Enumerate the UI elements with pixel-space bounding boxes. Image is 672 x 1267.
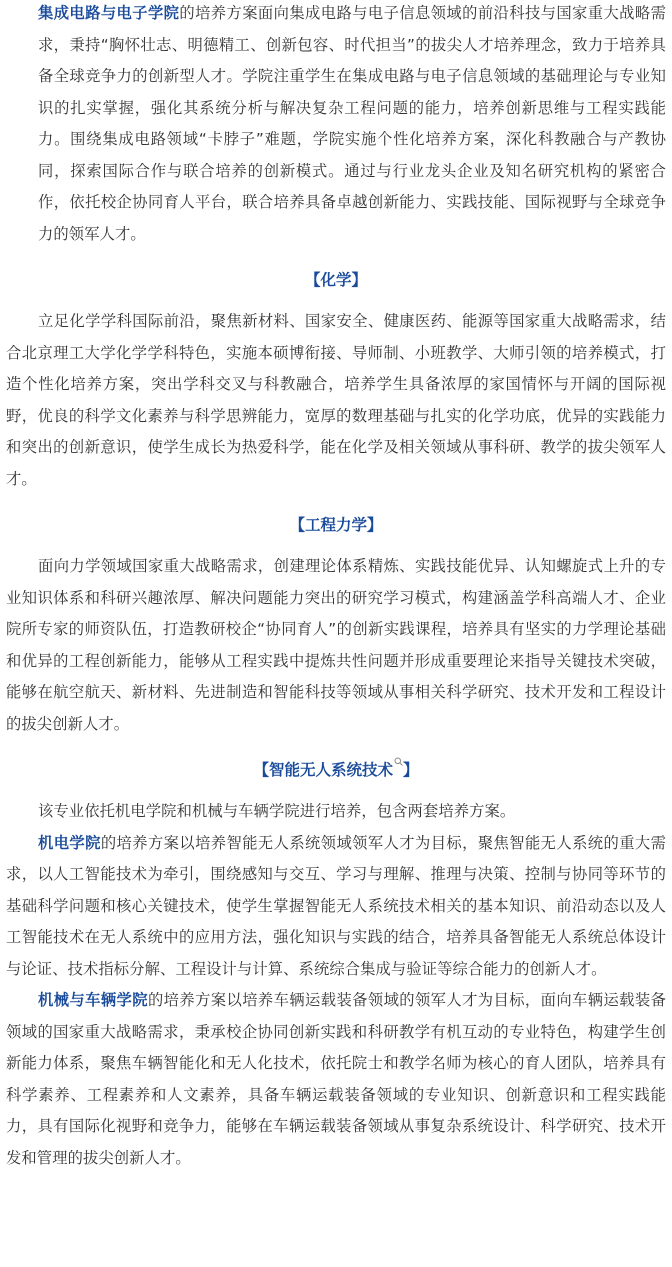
vehicle-college-name: 机械与车辆学院: [38, 991, 148, 1009]
section-heading-mechanics: 【工程力学】: [289, 516, 383, 534]
intro-text: 的培养方案面向集成电路与电子信息领域的前沿科技与国家重大战略需求，秉持“胸怀壮志、明德精工、创新包容、时代担当”的拔尖人才培养理念，致力于培养具备全球竞争力的创新型人才。学院注重学生在集成电路与电子信息领域的基础理论与专业知识的扎实掌握，强化其系统分析与解决复杂工程问题的能力，培养创新思维与工程实践能力。围绕集成电路领域“卡脖子”难题，学院实施个性化培养方案，深化科教融合与产教协同，探索国际合作与联合培养的创新模式。通过与行业龙头企业及知名研究机构的紧密合作，依托校企协同育人平台，联合培养具备卓越创新能力、实践技能、国际视野与全球竞争力的领军人才。: [38, 4, 666, 243]
section-heading-unmanned: [0, 754, 672, 787]
college-name: 集成电路与电子学院: [38, 4, 180, 22]
heading-close: 】: [403, 761, 419, 779]
search-icon[interactable]: [394, 745, 403, 754]
mechanics-paragraph: 面向力学领域国家重大战略需求，创建理论体系精炼、实践技能优异、认知螺旋式上升的专业知识体系和科研兴趣浓厚、解决问题能力突出的研究学习模式，构建涵盖学科高端人才、企业院所专家的师资队伍，打造教研校企“协同育人”的创新实践课程，培养具有坚实的力学理论基础和优异的工程创新能力，能够从工程实践中提炼共性问题并形成重要理论来指导关键技术突破，能够在航空航天、新材料、先进制造和智能科技等领域从事相关科学研究、技术开发和工程设计的拔尖创新人才。: [6, 557, 666, 733]
vehicle-text: 的培养方案以培养车辆运载装备领域的领军人才为目标，面向车辆运载装备领域的国家重大战略需求，秉承校企协同创新实践和科研教学有机互动的专业特色，构建学生创新能力体系，聚焦车辆智能化和无人化技术，依托院士和教学名师为核心的育人团队，培养具有科学素养、工程素养和人文素养，具备车辆运载装备领域的专业知识、创新意识和工程实践能力，具有国际化视野和竞争力，能够在车辆运载装备领域从事复杂系统设计、科学研究、技术开发和管理的拔尖创新人才。: [6, 991, 666, 1167]
mech-elec-paragraph: [0, 828, 672, 986]
intro-paragraph: [0, 0, 672, 250]
vehicle-paragraph: [0, 985, 672, 1174]
chemistry-paragraph: 立足化学学科国际前沿，聚焦新材料、国家安全、健康医药、能源等国家重大战略需求，结合北京理工大学化学学科特色，实施本硕博衔接、导师制、小班教学、大师引领的培养模式，打造个性化培养方案，突出学科交叉与科教融合，培养学生具备浓厚的家国情怀与开阔的国际视野，优良的科学文化素养与科学思辨能力，宽厚的数理基础与扎实的化学功底，优异的实践能力和突出的创新意识，使学生成长为热爱科学，能在化学及相关领域从事科研、教学的拔尖领军人才。: [6, 312, 666, 488]
unmanned-intro-paragraph: 该专业依托机电学院和机械与车辆学院进行培养，包含两套培养方案。: [38, 802, 516, 820]
mech-elec-college-name: 机电学院: [38, 833, 101, 852]
mech-elec-text: 的培养方案以培养智能无人系统领域领军人才为目标，聚焦智能无人系统的重大需求，以人工智能技术为牵引，围绕感知与交互、学习与理解、推理与决策、控制与协同等环节的基础科学问题和核心关键技术，使学生掌握智能无人系统技术相关的基本知识、前沿动态以及人工智能技术在无人系统中的应用方法，强化知识与实践的结合，培养具备智能无人系统总体设计与论证、技术指标分解、工程设计与计算、系统综合集成与验证等综合能力的创新人才。: [6, 833, 667, 978]
section-heading-chemistry: 【化学】: [304, 271, 367, 289]
heading-text: 【智能无人系统技术: [253, 761, 393, 779]
